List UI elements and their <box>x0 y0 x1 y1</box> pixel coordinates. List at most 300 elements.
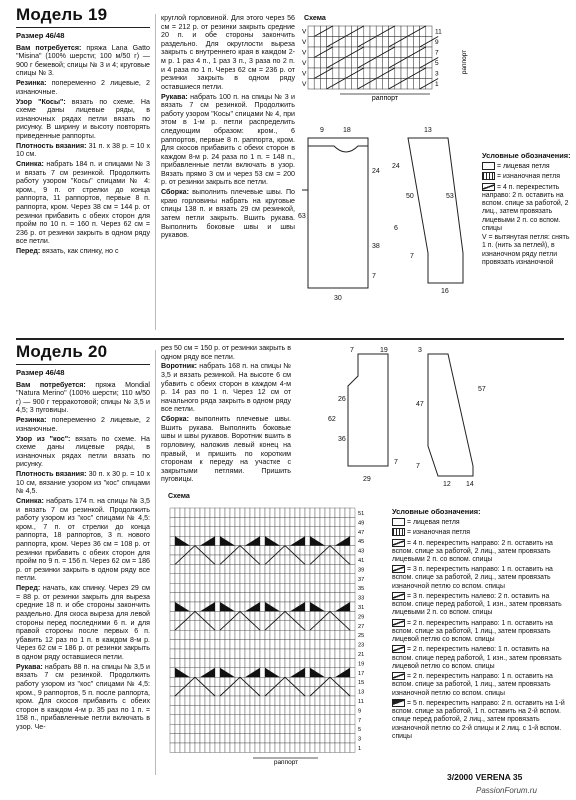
chart-cell <box>260 687 265 696</box>
chart-cell <box>255 583 260 592</box>
chart-cell <box>240 687 245 696</box>
chart-cell <box>315 593 320 602</box>
chart-cell <box>325 593 330 602</box>
chart-cell <box>345 593 350 602</box>
chart-cell <box>350 508 355 517</box>
chart-cell <box>320 593 325 602</box>
paragraph-text: попеременно 2 лицевые, 2 изнаночные. <box>16 416 150 433</box>
chart-cell <box>265 583 270 592</box>
dim-label: 29 <box>363 476 371 483</box>
chart-cell <box>225 593 230 602</box>
legend-item <box>482 162 572 171</box>
row-number: 23 <box>358 642 365 649</box>
chart-cell <box>205 564 210 573</box>
chart-cell <box>265 621 270 630</box>
dim-label: 14 <box>466 481 474 488</box>
chart-cell <box>260 611 265 620</box>
chart-cell <box>330 555 335 564</box>
symbol-dash-icon <box>482 172 495 180</box>
paragraph-text: круглой горловиной. Для этого через 56 см = 212 р. от резинки закрыть средние 20 п. и обе стороны закончить раздельно. Для округлости выреза закрыть с внутреннего края в каждом 2-м р. 1 раз 4 п., 1 раз 3 п., 3 раза по 2 п. и 4 раза по 1 п. Через 62 см = 236 р. от резинки закрыть в одном ряду оставшиеся петли. <box>161 14 295 91</box>
chart-cell <box>308 68 314 79</box>
chart-cell <box>240 640 245 649</box>
chart-cell <box>205 527 210 536</box>
chart-cell <box>345 555 350 564</box>
chart-cell <box>339 47 345 58</box>
chart-cell <box>225 734 230 743</box>
chart-cell <box>230 658 235 667</box>
paragraph <box>16 142 150 159</box>
symbol-diag-icon <box>392 565 405 573</box>
chart-cell <box>330 536 335 545</box>
chart-cell <box>195 630 200 639</box>
chart-cell <box>250 743 255 752</box>
chart-cell <box>195 724 200 733</box>
paragraph-heading: Плотность вязания: <box>16 470 87 479</box>
chart-cell <box>170 527 175 536</box>
chart-cell <box>364 47 370 58</box>
chart-cell <box>235 583 240 592</box>
slip-stitch-mark: V <box>302 39 307 46</box>
chart-cell <box>230 640 235 649</box>
chart-cell <box>426 26 432 37</box>
chart-cell <box>210 743 215 752</box>
chart-cell <box>180 715 185 724</box>
chart-cell <box>345 696 350 705</box>
chart-cell <box>305 555 310 564</box>
chart-cell <box>340 508 345 517</box>
symbol-diag-icon <box>392 672 405 680</box>
chart-cell <box>200 546 205 555</box>
chart-cell <box>295 734 300 743</box>
chart-cell <box>280 724 285 733</box>
chart-cell <box>180 705 185 714</box>
paragraph <box>16 381 150 415</box>
chart-cell <box>230 508 235 517</box>
row-number: 1 <box>358 746 362 752</box>
chart-cell <box>310 696 315 705</box>
paragraph-heading: Сборка: <box>161 188 189 197</box>
chart-cell <box>300 724 305 733</box>
chart-cell <box>255 527 260 536</box>
chart-cell <box>255 658 260 667</box>
chart-cell <box>270 630 275 639</box>
chart-cell <box>245 715 250 724</box>
chart-cell <box>330 696 335 705</box>
chart-cell <box>200 574 205 583</box>
chart-cell <box>255 555 260 564</box>
chart-cell <box>205 574 210 583</box>
dim-label: 16 <box>441 288 449 295</box>
chart-cell <box>215 696 220 705</box>
chart-cell <box>260 517 265 526</box>
chart-cell <box>260 621 265 630</box>
chart-cell <box>230 621 235 630</box>
chart-cell <box>305 583 310 592</box>
chart-cell <box>170 630 175 639</box>
chart-cell <box>190 724 195 733</box>
chart-cell <box>340 696 345 705</box>
row-number: 47 <box>358 529 365 536</box>
chart-cell <box>205 621 210 630</box>
chart-cell <box>235 715 240 724</box>
chart-cell <box>335 555 340 564</box>
chart-cell <box>175 658 180 667</box>
chart-cell <box>215 527 220 536</box>
chart-cell <box>320 621 325 630</box>
chart-cell <box>215 517 220 526</box>
chart-cell <box>285 517 290 526</box>
chart-cell <box>245 743 250 752</box>
chart-cell <box>290 640 295 649</box>
chart-cell <box>180 621 185 630</box>
title-underline <box>16 364 150 365</box>
chart-cell <box>280 536 285 545</box>
chart-cell <box>200 687 205 696</box>
chart-cell <box>200 630 205 639</box>
chart-cell <box>250 677 255 686</box>
model-19-text-col2 <box>161 14 295 241</box>
chart-cell <box>170 574 175 583</box>
chart-cell <box>310 687 315 696</box>
chart-cell <box>305 611 310 620</box>
chart-cell <box>190 696 195 705</box>
chart-cell <box>295 621 300 630</box>
chart-cell <box>260 705 265 714</box>
chart-cell <box>315 564 320 573</box>
model-19-title: Модель 19 <box>16 5 108 24</box>
chart-cell <box>305 630 310 639</box>
chart-cell <box>270 734 275 743</box>
chart-cell <box>280 658 285 667</box>
chart-cell <box>290 696 295 705</box>
chart-cell <box>265 564 270 573</box>
chart-cell <box>320 677 325 686</box>
chart-cell <box>340 677 345 686</box>
chart-cell <box>255 649 260 658</box>
chart-cell <box>255 640 260 649</box>
chart-cell <box>270 583 275 592</box>
chart-cell <box>185 743 190 752</box>
chart-cell <box>382 79 388 90</box>
chart-cell <box>320 527 325 536</box>
chart-cell <box>270 574 275 583</box>
chart-cell <box>205 743 210 752</box>
row-number: 35 <box>358 586 365 593</box>
row-number: 9 <box>358 708 362 715</box>
chart-cell <box>200 564 205 573</box>
chart-cell <box>175 640 180 649</box>
chart-cell <box>310 574 315 583</box>
dim-label: 12 <box>443 481 451 488</box>
chart-cell <box>295 546 300 555</box>
chart-cell <box>190 658 195 667</box>
chart-cell <box>180 630 185 639</box>
chart-cell <box>175 621 180 630</box>
chart-cell <box>315 546 320 555</box>
chart-cell <box>407 58 413 69</box>
chart-cell <box>285 593 290 602</box>
chart-cell <box>285 508 290 517</box>
chart-cell <box>265 640 270 649</box>
chart-cell <box>180 734 185 743</box>
chart-cell <box>210 687 215 696</box>
chart-cell <box>235 658 240 667</box>
chart-cell <box>270 611 275 620</box>
chart-cell <box>395 26 401 37</box>
paragraph-text: набрать 88 п. на спицы № 3,5 и вязать 7 см резинкой. Продолжить работу узором из "кос" спицами № 4,5: кром., 9 раппортов, 5 п. после раппорта, кром. Для скосов прибавить с обеих сторон в каждом 4-м р. 35 раз по 1 п. = 158 п., прибавленные петли включать в узор. Че- <box>16 662 150 731</box>
legend-text: = 4 п. перекрестить направо: 2 п. оставить на вспом. спице за работой, 2 лиц., затем провязать лицевыми 2 п. со вспом. спицы <box>482 183 569 232</box>
chart-cell <box>170 677 175 686</box>
chart-cell <box>260 743 265 752</box>
legend-item <box>392 619 570 645</box>
chart-cell <box>350 687 355 696</box>
chart-cell <box>345 658 350 667</box>
chart-cell <box>185 696 190 705</box>
chart-cell <box>170 508 175 517</box>
chart-cell <box>280 677 285 686</box>
chart-cell <box>240 677 245 686</box>
chart-cell <box>330 621 335 630</box>
chart-cell <box>345 508 350 517</box>
chart-cell <box>230 564 235 573</box>
chart-cell <box>230 649 235 658</box>
chart-cell <box>260 536 265 545</box>
legend-item <box>392 565 570 591</box>
paragraph-heading: Вам потребуется: <box>16 43 82 52</box>
chart-cell <box>275 734 280 743</box>
chart-cell <box>240 696 245 705</box>
chart-cell <box>190 611 195 620</box>
chart-cell <box>305 527 310 536</box>
paragraph-text: 30 п. х 30 р. = 10 х 10 см, вязание узором из "кос" спицами № 4,5. <box>16 470 151 496</box>
chart-cell <box>230 583 235 592</box>
chart-cell <box>235 536 240 545</box>
chart-cell <box>220 611 225 620</box>
chart-cell <box>225 687 230 696</box>
footer-issue <box>447 772 522 782</box>
chart-cell <box>320 517 325 526</box>
chart-cell <box>345 37 351 48</box>
chart-cell <box>280 696 285 705</box>
chart-cell <box>195 640 200 649</box>
chart-cell <box>345 79 351 90</box>
chart-cell <box>220 517 225 526</box>
dim-label: 18 <box>343 127 351 134</box>
chart-cell <box>401 47 407 58</box>
chart-cell <box>330 640 335 649</box>
front-piece <box>308 138 368 288</box>
chart-cell <box>225 630 230 639</box>
chart-cell <box>335 546 340 555</box>
chart-cell <box>300 508 305 517</box>
chart-cell <box>250 621 255 630</box>
chart-cell <box>175 583 180 592</box>
chart-cell <box>230 696 235 705</box>
chart-cell <box>240 649 245 658</box>
chart-cell <box>175 734 180 743</box>
chart-cell <box>245 564 250 573</box>
chart-cell <box>220 640 225 649</box>
chart-cell <box>175 508 180 517</box>
chart-cell <box>235 705 240 714</box>
chart-cell <box>170 555 175 564</box>
dim-label: 19 <box>380 347 388 354</box>
paragraph-text: 31 п. х 38 р. = 10 х 10 см. <box>16 141 151 159</box>
chart-cell <box>275 743 280 752</box>
row-number: 37 <box>358 576 365 583</box>
chart-cell <box>210 677 215 686</box>
chart-cell <box>190 574 195 583</box>
chart-cell <box>240 517 245 526</box>
dim-label: 57 <box>478 386 486 393</box>
legend-item <box>482 183 572 234</box>
chart-cell <box>225 715 230 724</box>
chart-cell <box>340 517 345 526</box>
chart-cell <box>320 37 326 48</box>
chart-cell <box>225 555 230 564</box>
chart-cell <box>295 677 300 686</box>
chart-cell <box>382 58 388 69</box>
chart-cell <box>235 734 240 743</box>
chart-cell <box>215 705 220 714</box>
chart-cell <box>345 743 350 752</box>
chart-cell <box>295 630 300 639</box>
chart-cell <box>255 687 260 696</box>
chart-cell <box>330 508 335 517</box>
paragraph-heading: Сборка: <box>161 415 189 424</box>
chart-cell <box>290 705 295 714</box>
row-number: 17 <box>358 670 365 677</box>
chart-cell <box>310 508 315 517</box>
chart-cell <box>205 611 210 620</box>
chart-cell <box>315 649 320 658</box>
chart-cell <box>260 630 265 639</box>
dim-label: 13 <box>424 127 432 134</box>
chart-cell <box>175 743 180 752</box>
chart-cell <box>255 621 260 630</box>
chart-cell <box>300 687 305 696</box>
chart-cell <box>350 527 355 536</box>
chart-cell <box>185 508 190 517</box>
chart-cell <box>401 68 407 79</box>
chart-cell <box>265 508 270 517</box>
chart-cell <box>230 546 235 555</box>
row-number: 11 <box>435 28 442 36</box>
chart-cell <box>245 546 250 555</box>
chart-cell <box>265 527 270 536</box>
chart-cell <box>270 508 275 517</box>
chart-cell <box>275 593 280 602</box>
chart-cell <box>325 621 330 630</box>
paragraph <box>16 584 150 661</box>
row-number: 11 <box>358 699 364 705</box>
chart-cell <box>190 564 195 573</box>
chart-cell <box>320 508 325 517</box>
chart-cell <box>265 743 270 752</box>
paragraph-heading: Перед: <box>16 247 41 256</box>
chart-cell <box>220 527 225 536</box>
dim-label: 53 <box>446 193 454 200</box>
chart-cell <box>335 621 340 630</box>
chart-cell <box>215 677 220 686</box>
chart-cell <box>285 743 290 752</box>
chart-cell <box>215 611 220 620</box>
chart-cell <box>265 705 270 714</box>
chart-cell <box>235 611 240 620</box>
chart-cell <box>335 564 340 573</box>
chart-cell <box>275 527 280 536</box>
chart-cell <box>240 743 245 752</box>
chart-cell <box>265 630 270 639</box>
chart-cell <box>270 649 275 658</box>
paragraph <box>16 416 150 433</box>
chart-cell <box>200 734 205 743</box>
chart-cell <box>270 715 275 724</box>
legend-text: = лицевая петля <box>407 519 460 527</box>
paragraph-heading: Рукава: <box>161 92 188 101</box>
chart-cell <box>345 734 350 743</box>
chart-cell <box>175 687 180 696</box>
chart-cell <box>325 517 330 526</box>
chart-cell <box>270 743 275 752</box>
chart-cell <box>245 593 250 602</box>
chart-cell <box>308 26 314 37</box>
chart-cell <box>175 517 180 526</box>
chart-cell <box>315 574 320 583</box>
title-underline <box>16 27 150 28</box>
chart-cell <box>265 574 270 583</box>
chart-cell <box>305 715 310 724</box>
row-number: 7 <box>435 49 439 57</box>
chart-cell <box>315 527 320 536</box>
chart-cell <box>200 593 205 602</box>
chart-cell <box>210 696 215 705</box>
chart-cell <box>260 583 265 592</box>
chart-cell <box>300 705 305 714</box>
chart-cell <box>376 79 382 90</box>
chart-cell <box>230 555 235 564</box>
column-divider <box>155 14 156 330</box>
chart-cell <box>315 715 320 724</box>
chart-cell <box>235 517 240 526</box>
chart-cell <box>345 677 350 686</box>
chart-cell <box>260 602 265 611</box>
chart-cell <box>195 508 200 517</box>
chart-cell <box>325 640 330 649</box>
chart-cell <box>305 743 310 752</box>
chart-cell <box>290 611 295 620</box>
chart-cell <box>220 658 225 667</box>
chart-cell <box>300 649 305 658</box>
chart-cell <box>185 583 190 592</box>
chart-cell <box>240 602 245 611</box>
chart-cell <box>260 555 265 564</box>
legend-item <box>392 672 570 698</box>
chart-cell <box>325 564 330 573</box>
chart-cell <box>320 546 325 555</box>
dim-label: 24 <box>392 163 400 170</box>
chart-cell <box>325 630 330 639</box>
chart-cell <box>215 508 220 517</box>
chart-cell <box>350 517 355 526</box>
chart-cell <box>275 677 280 686</box>
chart-cell <box>265 649 270 658</box>
chart-cell <box>295 696 300 705</box>
chart-cell <box>320 658 325 667</box>
chart-cell <box>285 724 290 733</box>
chart-cell <box>205 593 210 602</box>
paragraph-text: набрать 100 п. на спицы № 3 и вязать 7 см резинкой. Продолжить работу узором "Косы" спицами № 4, при этом в 1-м р. петли распределить следующим образом: кром., 6 раппортов, первые 8 п. раппорта, кром. Для скосов прибавить с обеих сторон в каждом 8-м р. 24 раза по 1 п. = 148 п., прибавленные петли включать в узор. Вязать прямо 3 см и через 53 см = 200 р. от резинки закрыть все петли. <box>161 92 295 187</box>
